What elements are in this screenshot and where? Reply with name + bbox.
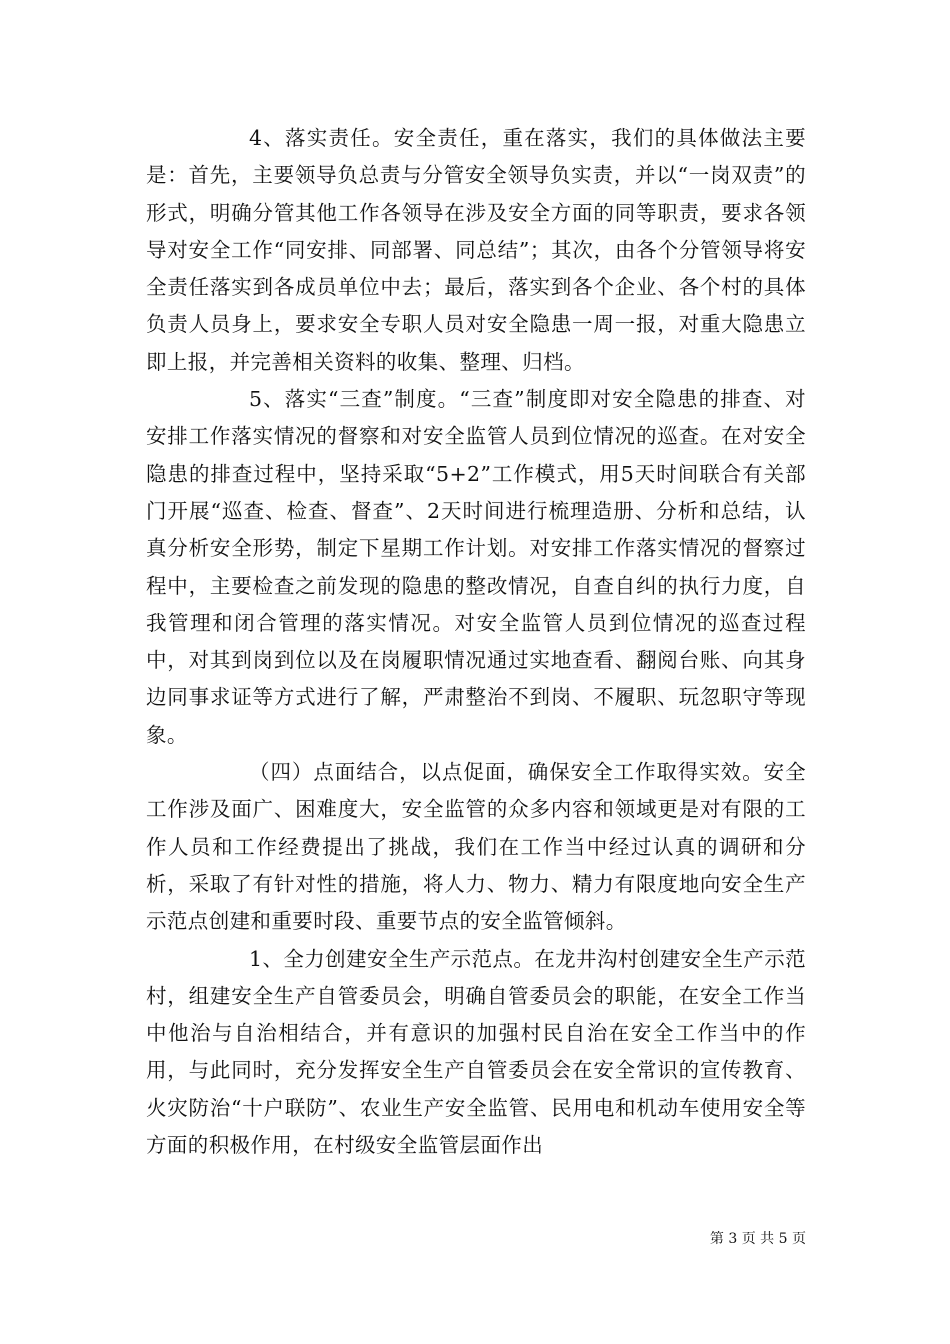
paragraph-point-and-area: （四）点面结合，以点促面，确保安全工作取得实效。安全工作涉及面广、困难度大，安全监管的众多内容和领域更是对有限的工作人员和工作经费提出了挑战，我们在工作当中经过认真的调研和分析，采取了有针对性的措施，将人力、物力、精力有限度地向安全生产示范点创建和重要时段、重要节点的安全监管倾斜。 xyxy=(146,760,806,934)
paragraph-demonstration-site: 1、全力创建安全生产示范点。在龙井沟村创建安全生产示范村，组建安全生产自管委员会，明确自管委员会的职能，在安全工作当中他治与自治相结合，并有意识的加强村民自治在安全工作当中的作用，与此同时，充分发挥安全生产自管委员会在安全常识的宣传教育、火灾防治“十户联防”、农业生产安全监管、民用电和机动车使用安全等方面的积极作用，在村级安全监管层面作出 xyxy=(146,946,806,1158)
document-body xyxy=(146,120,806,1164)
paragraph-responsibility: 4、落实责任。安全责任，重在落实，我们的具体做法主要是：首先，主要领导负总责与分管安全领导负实责，并以“一岗双责”的形式，明确分管其他工作各领导在涉及安全方面的同等职责，要求各领导对安全工作“同安排、同部署、同总结”；其次，由各个分管领导将安全责任落实到各成员单位中去；最后，落实到各个企业、各个村的具体负责人员身上，要求安全专职人员对安全隐患一周一报，对重大隐患立即上报，并完善相关资料的收集、整理、归档。 xyxy=(146,126,806,374)
page-number: 第 3 页 共 5 页 xyxy=(709,1231,806,1247)
paragraph-three-checks: 5、落实“三查”制度。“三查”制度即对安全隐患的排查、对安排工作落实情况的督察和对安全监管人员到位情况的巡查。在对安全隐患的排查过程中，坚持采取“5+2”工作模式，用5天时间联合有关部门开展“巡查、检查、督查”、2天时间进行梳理造册、分析和总结，认真分析安全形势，制定下星期工作计划。对安排工作落实情况的督察过程中，主要检查之前发现的隐患的整改情况，自查自纠的执行力度，自我管理和闭合管理的落实情况。对安全监管人员到位情况的巡查过程中，对其到岗到位以及在岗履职情况通过实地查看、翻阅台账、向其身边同事求证等方式进行了解，严肃整治不到岗、不履职、玩忽职守等现象。 xyxy=(146,387,806,747)
